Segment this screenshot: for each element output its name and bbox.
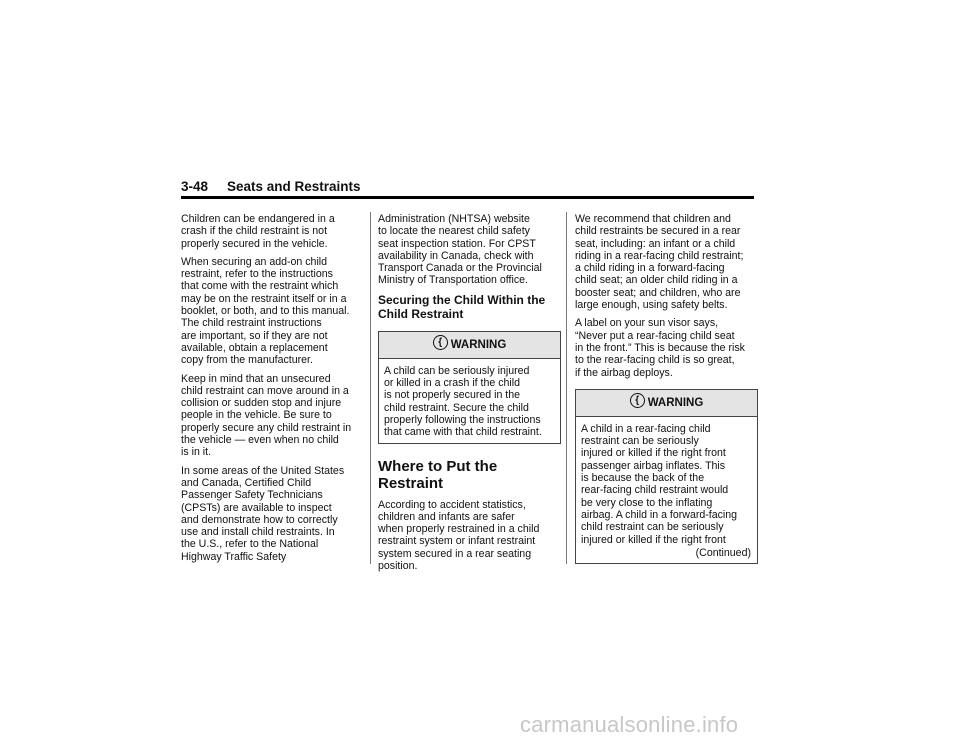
column-divider — [566, 212, 567, 564]
warning-box — [378, 331, 561, 444]
column-divider — [370, 212, 371, 564]
warning-header — [379, 332, 560, 359]
paragraph: A label on your sun visor says, “Never put a rear-facing child seat in the front.” This is because the risk to the rear-facing child is so great, if the airbag deploys. — [575, 317, 745, 379]
column-3 — [575, 213, 758, 570]
header-rule — [181, 196, 754, 199]
watermark: carmanualsonline.info — [520, 712, 739, 737]
section-title: Seats and Restraints — [227, 179, 361, 194]
warning-body — [576, 417, 757, 563]
paragraph: Administration (NHTSA) website to locate the nearest child safety seat inspection station. For CPST availability in Canada, check with Transport Canada or the Provincial Ministry of Transportation office. — [378, 213, 542, 287]
warning-icon: { — [630, 393, 645, 408]
warning-box — [575, 389, 758, 564]
paragraph: Children can be endangered in a crash if the child restraint is not properly secured in the vehicle. — [181, 213, 335, 250]
continued-label: (Continued) — [695, 546, 751, 559]
section-heading: Where to Put the Restraint — [378, 457, 498, 492]
column-2 — [378, 213, 561, 578]
warning-text: A child in a rear-facing child restraint can be seriously injured or killed if the right front passenger airbag inflates. This is because the back of the rear-facing child restraint would be very close to the inflating airbag. A child in a forward-facing child restraint can be seriously injured or killed if the right front — [581, 422, 738, 546]
warning-text: A child can be seriously injured or killed in a crash if the child is not properly secured in the child restraint. Secure the child properly following the instructions that came with that child restraint. — [384, 364, 542, 439]
warning-title: WARNING — [647, 396, 704, 409]
warning-icon: { — [433, 335, 448, 350]
paragraph: In some areas of the United States and Canada, Certified Child Passenger Safety Technicians (CPSTs) are available to inspect and demonstrate how to correctly use and install child restraints. In the U.S., refer to the National Highway Traffic Safety — [181, 464, 345, 563]
subheading: Securing the Child Within the Child Restraint — [378, 292, 546, 321]
column-1 — [181, 213, 364, 569]
paragraph: When securing an add-on child restraint, refer to the instructions that come with the restraint which may be on the restraint itself or in a booklet, or both, and to this manual. The child restraint instructions are important, so if they are not available, obtain a replacement copy from the manufacturer. — [181, 255, 350, 367]
page-header — [181, 178, 754, 196]
paragraph: We recommend that children and child restraints be secured in a rear seat, including: an infant or a child riding in a rear-facing child restraint; a child riding in a forward-facing child seat; an older child riding in a booster seat; and children, who are large enough, using safety belts. — [575, 213, 744, 312]
paragraph: Keep in mind that an unsecured child restraint can move around in a collision or sudden stop and injure people in the vehicle. Be sure to properly secure any child restraint in the vehicle — even when no child is in it. — [181, 372, 352, 459]
warning-header — [576, 390, 757, 417]
paragraph: According to accident statistics, children and infants are safer when properly restrained in a child restraint system or infant restraint system secured in a rear seating position. — [378, 498, 540, 573]
page-number: 3-48 — [181, 179, 209, 194]
warning-title: WARNING — [450, 338, 507, 351]
warning-body — [379, 359, 560, 443]
